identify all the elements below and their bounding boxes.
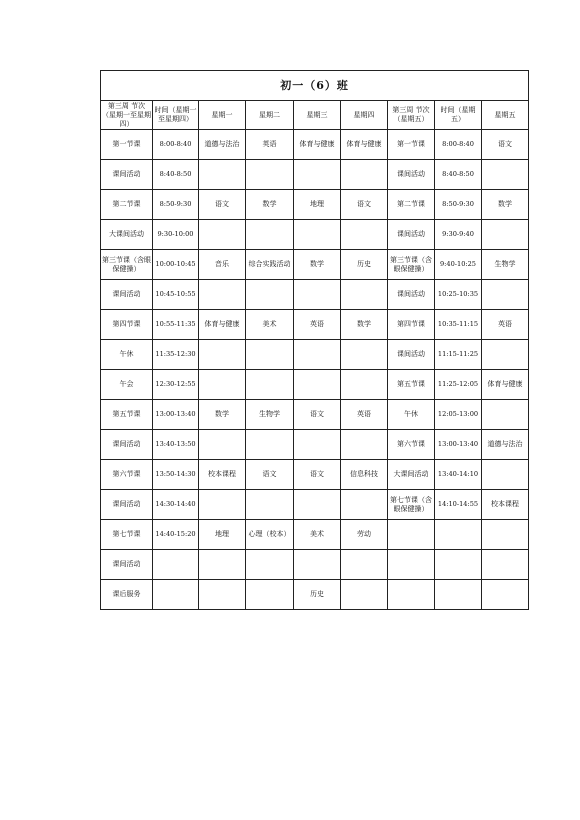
cell-wednesday: 地理: [294, 190, 341, 220]
cell-friday: [482, 220, 529, 250]
cell-thursday: 体育与健康: [341, 130, 388, 160]
header-period-mon-thu: 第三周 节次（星期一至星期四）: [102, 101, 151, 128]
cell-thursday: 英语: [341, 400, 388, 430]
cell-time: 10:00-10:45: [153, 250, 199, 280]
timetable: [100, 70, 529, 610]
cell-fri-time: 11:15-11:25: [435, 340, 482, 370]
cell-friday: [482, 460, 529, 490]
cell-time: 8:40-8:50: [153, 160, 199, 190]
cell-fri-time: 10:35-11:15: [435, 310, 482, 340]
table-row: [101, 400, 529, 430]
header-row: [101, 101, 529, 130]
cell-thursday: [341, 550, 388, 580]
header-friday: 星期五: [482, 101, 529, 130]
header-period-fri: 第三周 节次（星期五）: [388, 101, 435, 130]
cell-time: 13:00-13:40: [153, 400, 199, 430]
cell-fri-time: 12:05-13:00: [435, 400, 482, 430]
cell-tuesday: 英语: [246, 130, 294, 160]
cell-period: 第七节课: [101, 520, 153, 550]
cell-thursday: 劳动: [341, 520, 388, 550]
cell-wednesday: 数学: [294, 250, 341, 280]
cell-thursday: 数学: [341, 310, 388, 340]
cell-period: 第三节课（含眼保健操）: [101, 250, 153, 280]
cell-fri-time: 13:40-14:10: [435, 460, 482, 490]
cell-fri-period: 午休: [388, 400, 435, 430]
header-wednesday: 星期三: [294, 101, 341, 130]
table-row: [101, 250, 529, 280]
cell-fri-period: 课间活动: [388, 160, 435, 190]
cell-wednesday: 历史: [294, 580, 341, 610]
cell-fri-time: [435, 520, 482, 550]
cell-fri-time: 9:30-9:40: [435, 220, 482, 250]
cell-fri-period: 课间活动: [388, 220, 435, 250]
cell-friday: 校本课程: [482, 490, 529, 520]
cell-friday: [482, 280, 529, 310]
table-row: [101, 160, 529, 190]
cell-fri-period: 第二节课: [388, 190, 435, 220]
cell-friday: [482, 580, 529, 610]
table-row: [101, 580, 529, 610]
cell-friday: [482, 160, 529, 190]
cell-wednesday: [294, 220, 341, 250]
cell-friday: 数学: [482, 190, 529, 220]
cell-time: 14:40-15:20: [153, 520, 199, 550]
cell-monday: 道德与法治: [199, 130, 246, 160]
cell-tuesday: [246, 220, 294, 250]
cell-monday: 校本课程: [199, 460, 246, 490]
cell-tuesday: 美术: [246, 310, 294, 340]
cell-monday: [199, 220, 246, 250]
cell-thursday: [341, 580, 388, 610]
cell-thursday: 语文: [341, 190, 388, 220]
cell-wednesday: 语文: [294, 460, 341, 490]
cell-fri-period: 第一节课: [388, 130, 435, 160]
cell-time: 13:50-14:30: [153, 460, 199, 490]
cell-period: 第六节课: [101, 460, 153, 490]
cell-thursday: 信息科技: [341, 460, 388, 490]
table-row: [101, 550, 529, 580]
cell-fri-time: 14:10-14:55: [435, 490, 482, 520]
cell-period: 午会: [101, 370, 153, 400]
cell-friday: 道德与法治: [482, 430, 529, 460]
cell-fri-period: 大课间活动: [388, 460, 435, 490]
cell-monday: 数学: [199, 400, 246, 430]
table-row: [101, 460, 529, 490]
cell-thursday: [341, 430, 388, 460]
cell-tuesday: 数学: [246, 190, 294, 220]
cell-time: 14:30-14:40: [153, 490, 199, 520]
cell-time: 12:30-12:55: [153, 370, 199, 400]
table-row: [101, 220, 529, 250]
cell-thursday: [341, 370, 388, 400]
cell-monday: 地理: [199, 520, 246, 550]
cell-thursday: [341, 160, 388, 190]
cell-tuesday: 综合实践活动: [246, 250, 294, 280]
cell-wednesday: [294, 430, 341, 460]
cell-fri-time: 9:40-10:25: [435, 250, 482, 280]
cell-time: [153, 580, 199, 610]
cell-friday: 生物学: [482, 250, 529, 280]
cell-time: 10:55-11:35: [153, 310, 199, 340]
cell-friday: [482, 400, 529, 430]
cell-fri-period: 第七节课（含眼保健操）: [388, 490, 435, 520]
cell-friday: 语文: [482, 130, 529, 160]
cell-monday: 体育与健康: [199, 310, 246, 340]
header-tuesday: 星期二: [246, 101, 294, 130]
cell-tuesday: 心理（校本）: [246, 520, 294, 550]
cell-time: 8:50-9:30: [153, 190, 199, 220]
cell-tuesday: [246, 340, 294, 370]
cell-monday: [199, 370, 246, 400]
cell-period: 大课间活动: [101, 220, 153, 250]
cell-monday: 语文: [199, 190, 246, 220]
header-time-mon-thu: 时间（星期一至星期四）: [153, 101, 199, 130]
cell-thursday: [341, 280, 388, 310]
cell-fri-period: [388, 550, 435, 580]
cell-period: 第一节课: [101, 130, 153, 160]
cell-time: 9:30-10:00: [153, 220, 199, 250]
cell-friday: 体育与健康: [482, 370, 529, 400]
cell-wednesday: [294, 370, 341, 400]
cell-tuesday: [246, 370, 294, 400]
cell-tuesday: [246, 430, 294, 460]
cell-time: 10:45-10:55: [153, 280, 199, 310]
cell-period: 课间活动: [101, 280, 153, 310]
cell-friday: [482, 550, 529, 580]
cell-fri-time: 11:25-12:05: [435, 370, 482, 400]
table-row: [101, 190, 529, 220]
title-row: [101, 71, 529, 101]
cell-period: 课后服务: [101, 580, 153, 610]
cell-wednesday: [294, 490, 341, 520]
cell-fri-period: 第三节课（含眼保健操）: [388, 250, 435, 280]
cell-monday: [199, 340, 246, 370]
table-row: [101, 310, 529, 340]
cell-monday: [199, 550, 246, 580]
cell-tuesday: [246, 490, 294, 520]
cell-wednesday: 体育与健康: [294, 130, 341, 160]
header-time-fri: 时间（星期五）: [435, 101, 482, 130]
cell-fri-time: [435, 580, 482, 610]
table-row: [101, 490, 529, 520]
cell-wednesday: [294, 280, 341, 310]
cell-period: 第二节课: [101, 190, 153, 220]
cell-fri-period: [388, 580, 435, 610]
cell-fri-period: 第五节课: [388, 370, 435, 400]
cell-tuesday: [246, 160, 294, 190]
cell-time: 11:35-12:30: [153, 340, 199, 370]
cell-wednesday: 语文: [294, 400, 341, 430]
cell-monday: [199, 580, 246, 610]
cell-fri-time: 8:50-9:30: [435, 190, 482, 220]
cell-monday: [199, 280, 246, 310]
cell-thursday: [341, 490, 388, 520]
table-row: [101, 340, 529, 370]
cell-period: 课间活动: [101, 160, 153, 190]
cell-fri-period: [388, 520, 435, 550]
header-monday: 星期一: [199, 101, 246, 130]
table-row: [101, 280, 529, 310]
cell-fri-time: 8:00-8:40: [435, 130, 482, 160]
cell-period: 课间活动: [101, 490, 153, 520]
cell-fri-time: 13:00-13:40: [435, 430, 482, 460]
cell-wednesday: [294, 160, 341, 190]
table-row: [101, 370, 529, 400]
cell-tuesday: 语文: [246, 460, 294, 490]
cell-period: 第四节课: [101, 310, 153, 340]
cell-wednesday: [294, 340, 341, 370]
cell-fri-period: 第六节课: [388, 430, 435, 460]
table-row: [101, 520, 529, 550]
cell-thursday: [341, 340, 388, 370]
header-thursday: 星期四: [341, 101, 388, 130]
cell-time: 13:40-13:50: [153, 430, 199, 460]
table-row: [101, 430, 529, 460]
table-row: [101, 130, 529, 160]
cell-period: 午休: [101, 340, 153, 370]
cell-fri-time: 10:25-10:35: [435, 280, 482, 310]
cell-fri-period: 课间活动: [388, 340, 435, 370]
cell-fri-period: 第四节课: [388, 310, 435, 340]
cell-time: [153, 550, 199, 580]
cell-time: 8:00-8:40: [153, 130, 199, 160]
cell-period: 课间活动: [101, 550, 153, 580]
cell-wednesday: [294, 550, 341, 580]
cell-wednesday: 英语: [294, 310, 341, 340]
cell-monday: [199, 430, 246, 460]
cell-period: 第五节课: [101, 400, 153, 430]
cell-friday: [482, 340, 529, 370]
cell-wednesday: 美术: [294, 520, 341, 550]
cell-tuesday: [246, 280, 294, 310]
cell-tuesday: [246, 580, 294, 610]
cell-period: 课间活动: [101, 430, 153, 460]
cell-fri-time: 8:40-8:50: [435, 160, 482, 190]
cell-thursday: 历史: [341, 250, 388, 280]
cell-monday: 音乐: [199, 250, 246, 280]
cell-tuesday: 生物学: [246, 400, 294, 430]
cell-thursday: [341, 220, 388, 250]
page-title: 初一（6）班: [101, 71, 529, 101]
cell-fri-time: [435, 550, 482, 580]
cell-monday: [199, 160, 246, 190]
timetable-body: [101, 71, 529, 610]
cell-monday: [199, 490, 246, 520]
cell-friday: [482, 520, 529, 550]
cell-friday: 英语: [482, 310, 529, 340]
cell-fri-period: 课间活动: [388, 280, 435, 310]
cell-tuesday: [246, 550, 294, 580]
